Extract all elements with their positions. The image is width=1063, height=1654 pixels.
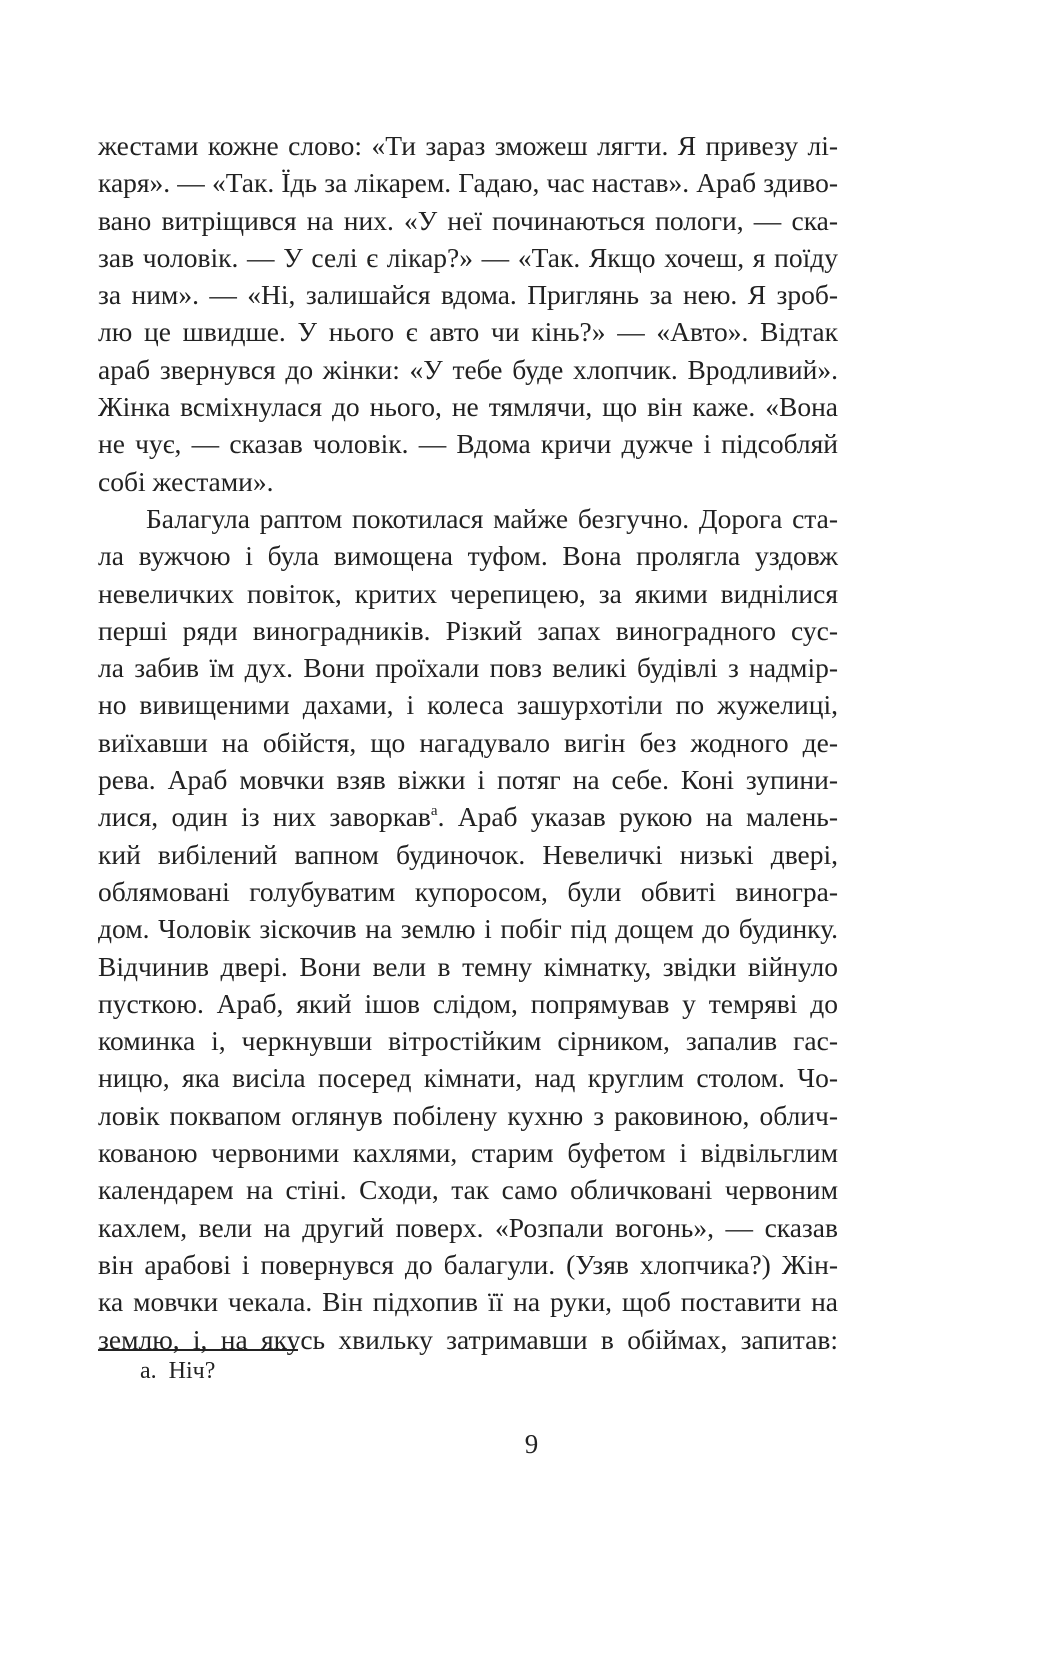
text-line: календарем на стіні. Сходи, так само обличковані червоним (98, 1174, 838, 1206)
text-line: облямовані голубуватим купоросом, були обвиті виногра- (98, 875, 838, 907)
text-line: перші ряди виноградників. Різкий запах виноградного сус- (98, 614, 838, 646)
text-line: Відчинив двері. Вони вели в темну кімнатку, звідки війнуло (98, 950, 838, 982)
text-line: жестами кожне слово: «Ти зараз зможеш лягти. Я привезу лі- (98, 130, 838, 161)
text-line-with-footnote-ref (98, 798, 838, 835)
text-segment: . Араб указав рукою на малень- (437, 801, 838, 833)
text-segment: лися, один із них заворкав (98, 801, 431, 833)
text-line: кованою червоними кахлями, старим буфетом і відвільглим (98, 1137, 838, 1169)
text-line: лю це швидше. У нього є авто чи кінь?» — «Авто». Відтак (98, 316, 838, 348)
text-line: ловік поквапом оглянув побілену кухню з раковиною, облич- (98, 1099, 838, 1131)
text-line: каря». — «Так. Їдь за лікарем. Гадаю, час настав». Араб здиво- (98, 167, 838, 199)
footnote (140, 1356, 215, 1386)
text-line: пусткою. Араб, який ішов слідом, попрямував у темряві до (98, 987, 838, 1019)
text-line: ла вужчою і була вимощена туфом. Вона пролягла уздовж (98, 540, 838, 572)
text-line: виїхавши на обійстя, що нагадувало вигін без жодного де- (98, 726, 838, 758)
page-number: 9 (524, 1429, 539, 1459)
text-line: зав чоловік. — У селі є лікар?» — «Так. Якщо хочеш, я поїду (98, 241, 838, 273)
text-line: Жінка всміхнулася до нього, не тямлячи, що він каже. «Вона (98, 391, 838, 423)
text-line: но вивищеними дахами, і колеса зашурхотіли по жужелиці, (98, 689, 838, 721)
footnote-divider (98, 1349, 298, 1351)
footnote-text: Ніч? (168, 1358, 216, 1384)
text-line: землю, і, на якусь хвильку затримавши в обіймах, запитав: (98, 1323, 838, 1355)
footnote-reference[interactable]: a (430, 803, 438, 820)
text-line: кий вибілений вапном будиночок. Невеличкі низькі двері, (98, 838, 838, 870)
text-line: за ним». — «Ні, залишайся вдома. Приглянь за нею. Я зроб- (98, 279, 838, 311)
footnote-marker: a. (140, 1358, 157, 1384)
body-text (98, 127, 838, 1358)
text-line: ла забив їм дух. Вони проїхали повз великі будівлі з надмір- (98, 652, 838, 684)
text-line: не чує, — сказав чоловік. — Вдома кричи дужче і підсобляй (98, 428, 838, 460)
text-line: араб звернувся до жінки: «У тебе буде хлопчик. Вродливий». (98, 353, 838, 385)
text-line: коминка і, черкнувши вітростійким сірником, запалив гас- (98, 1025, 838, 1057)
text-line: ка мовчки чекала. Він підхопив її на руки, щоб поставити на (98, 1286, 838, 1318)
text-line: невеличких повіток, критих черепицею, за якими виднілися (98, 577, 838, 609)
text-line: дом. Чоловік зіскочив на землю і побіг під дощем до будинку. (98, 913, 838, 945)
text-line: кахлем, вели на другий поверх. «Розпали вогонь», — сказав (98, 1211, 838, 1243)
text-line: ницю, яка висіла посеред кімнати, над круглим столом. Чо- (98, 1062, 838, 1094)
text-line: вано витріщився на них. «У неї починаються пологи, — ска- (98, 204, 838, 236)
text-line: рева. Араб мовчки взяв віжки і потяг на себе. Коні зупини- (98, 764, 838, 796)
text-line-paragraph-start: Балагула раптом покотилася майже безгучно. Дорога ста- (146, 502, 838, 534)
text-line: він арабові і повернувся до балагули. (Узяв хлопчика?) Жін- (98, 1248, 838, 1280)
text-line-paragraph-end: собі жестами». (98, 465, 274, 497)
